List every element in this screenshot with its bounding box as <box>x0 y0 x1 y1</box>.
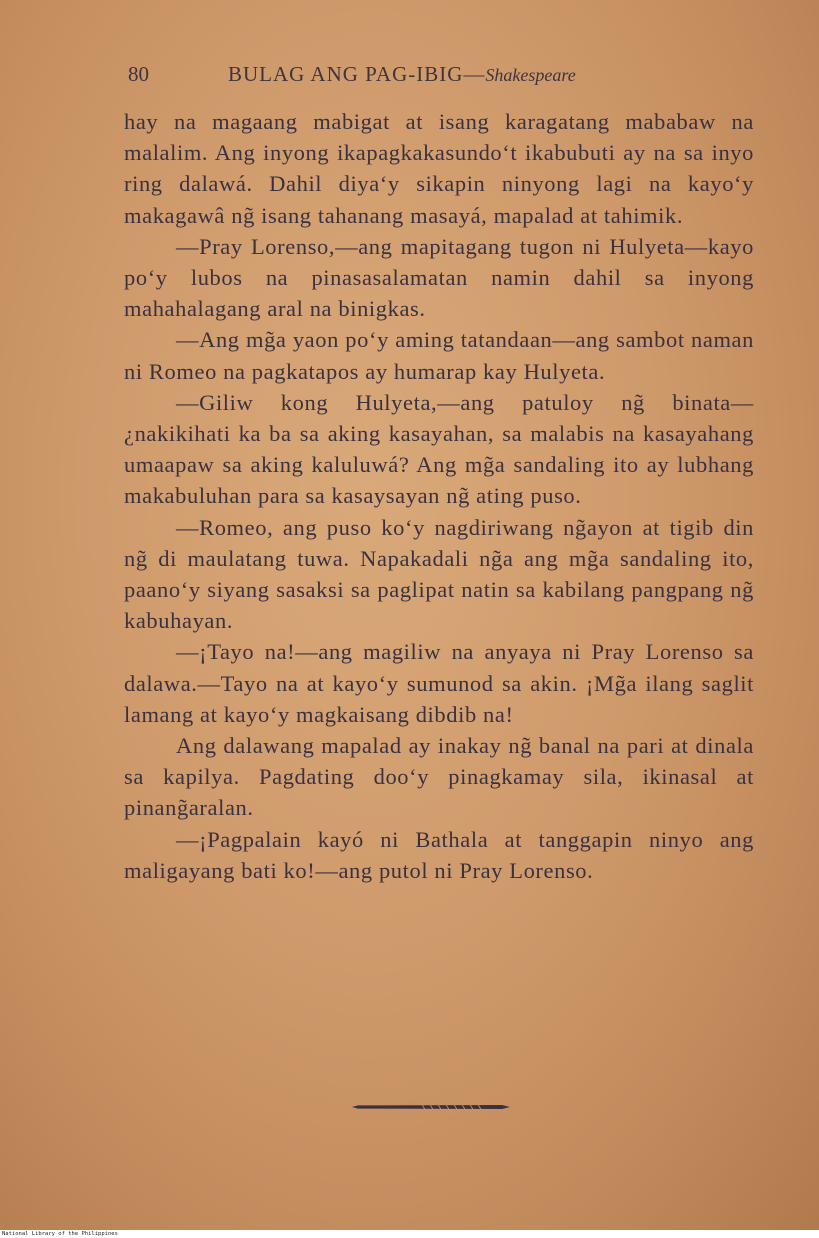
paragraph: —¡Pagpalain kayó ni Bathala at tanggapin ninyo ang maligayang bati ko!—ang putol ni Pray Lorenso. <box>124 826 754 883</box>
body-text <box>124 106 754 886</box>
scan-credit: National Library of the Philippines <box>0 1231 819 1238</box>
paragraph: —¡Tayo na!—ang magiliw na anyaya ni Pray Lorenso sa dalawa.—Tayo na at kayo‘y sumunod sa akin. ¡Mg̃a ilang saglit lamang at kayo‘y magkaisang dibdib na! <box>124 639 754 727</box>
paragraph: Ang dalawang mapalad ay inakay ng̃ banal na pari at dinala sa kapilya. Pagdating doo‘y pinagkamay sila, ikinasal at pinang̃aralan. <box>124 733 754 821</box>
author-name: Shakespeare <box>485 65 576 85</box>
page-header <box>128 62 688 90</box>
paragraph: —Giliw kong Hulyeta,—ang patuloy ng̃ binata—¿nakikihati ka ba sa aking kasayahan, sa malabis na kasayahang umaapaw sa aking kaluluwá? Ang mg̃a sandaling ito ay lubhang makabuluhan para sa kasaysayan ng̃ ating puso. <box>124 389 754 509</box>
paragraph: —Ang mg̃a yaon po‘y aming tatandaan—ang sambot naman ni Romeo na pagkatapos ay humarap kay Hulyeta. <box>124 327 754 384</box>
page-number: 80 <box>128 62 149 86</box>
paragraph: —Romeo, ang puso ko‘y nagdiriwang ng̃ayon at tigib din ng̃ di maulatang tuwa. Napakadali ng̃a ang mg̃a sandaling ito, paano‘y siyang sasaksi sa paglipat natin sa kabilang pangpang ng̃ kabuhayan. <box>124 514 754 634</box>
end-ornament-divider <box>352 1104 510 1110</box>
book-title: BULAG ANG PAG-IBIG— <box>228 62 486 86</box>
running-title <box>228 62 576 87</box>
paragraph: hay na magaang mabigat at isang karagatang mababaw na malalim. Ang inyong ikapagkakasundo‘t ikabubuti ay na sa inyo ring dalawá. Dahil diya‘y sikapin ninyong lagi na kayo‘y makagawâ ng̃ isang tahanang masayá, mapalad at tahimik. <box>124 109 754 228</box>
paragraph: —Pray Lorenso,—ang mapitagang tugon ni Hulyeta—kayo po‘y lubos na pinasasalamatan namin dahil sa inyong mahahalagang aral na binigkas. <box>124 233 754 322</box>
